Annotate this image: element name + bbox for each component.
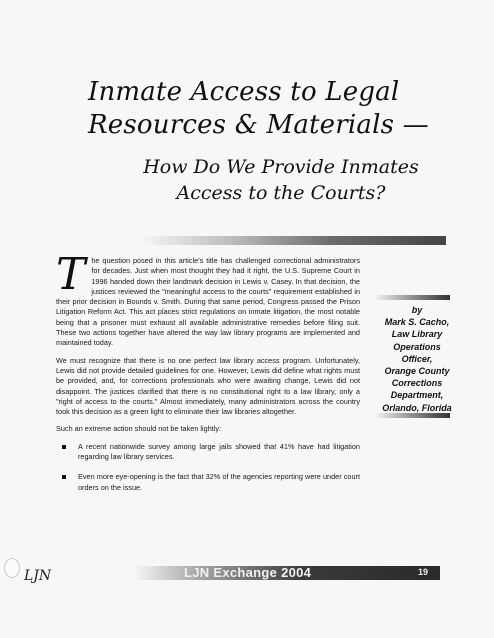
list-item bbox=[56, 472, 360, 493]
list-item-text: A recent nationwide survey among large jails showed that 41% have had litigation regarding law library services. bbox=[78, 441, 360, 462]
footer-publication-title: LJN Exchange 2004 bbox=[184, 565, 312, 580]
paragraph-1 bbox=[56, 249, 360, 349]
article-title: Inmate Access to Legal Resources & Materials — bbox=[88, 77, 429, 140]
author-title-line-3: Officer, bbox=[401, 353, 433, 364]
author-org-line-2: Corrections bbox=[391, 378, 443, 389]
byline-divider-bottom bbox=[374, 413, 450, 418]
paragraph-3: Such an extreme action should not be taken lightly: bbox=[56, 424, 222, 434]
author-name: Mark S. Cacho, bbox=[384, 317, 450, 328]
author-byline bbox=[368, 304, 466, 414]
byline-by: by bbox=[411, 305, 423, 315]
ljn-logo: LJN bbox=[24, 568, 52, 584]
article-subtitle: How Do We Provide Inmates Access to the Courts? bbox=[143, 156, 419, 204]
square-bullet-icon bbox=[62, 445, 66, 449]
byline-divider-top bbox=[374, 295, 450, 300]
title-divider bbox=[140, 236, 446, 245]
bullet-list bbox=[56, 442, 360, 493]
author-location: Orlando, Florida bbox=[382, 402, 452, 413]
punch-hole bbox=[4, 558, 20, 578]
square-bullet-icon bbox=[62, 475, 66, 479]
list-item-text: Even more eye-opening is the fact that 32% of the agencies reporting were under court orders on the issue. bbox=[78, 472, 360, 492]
paragraph-1-text: he question posed in this article's title has challenged correctional administrators for decades. Just when most thought they had it right, the U.S. Supreme Court in 1996 handed down their landmark decision in Lewis v. Casey. In that decision, the justices reviewed the "meaningful access to the courts" requirement established in their prior decision in Bounds v. Smith. During that same period, Congress passed the Prison Litigation Reform Act. This act places strict regulations on inmate litigation, the most notable being that a prisoner must exhaust all available administrative remedies before filing suit. These two actions together have altered the way law library programs are implemented and maintained today. bbox=[56, 256, 360, 348]
author-org-line-3: Department, bbox=[390, 390, 444, 401]
author-title-line-2: Operations bbox=[393, 341, 441, 352]
page-number: 19 bbox=[418, 567, 429, 577]
list-item bbox=[56, 442, 360, 463]
article-body bbox=[56, 249, 360, 503]
author-org-line-1: Orange County bbox=[384, 366, 450, 377]
paragraph-2: We must recognize that there is no one perfect law library access program. Unfortunately, Lewis did not provide detailed guidelines for one. However, Lewis did define what rights must be provided, and, for corrections professionals who were awaiting change, Lewis did not disappoint. The justices clarified that there is no constitutional right to a law library, only a "right of access to the courts." Almost immediately, many administrators across the country took this decision as a green light to eliminate their law libraries altogether. bbox=[56, 355, 360, 417]
drop-cap: T bbox=[56, 249, 86, 300]
author-title-line-1: Law Library bbox=[391, 329, 443, 340]
